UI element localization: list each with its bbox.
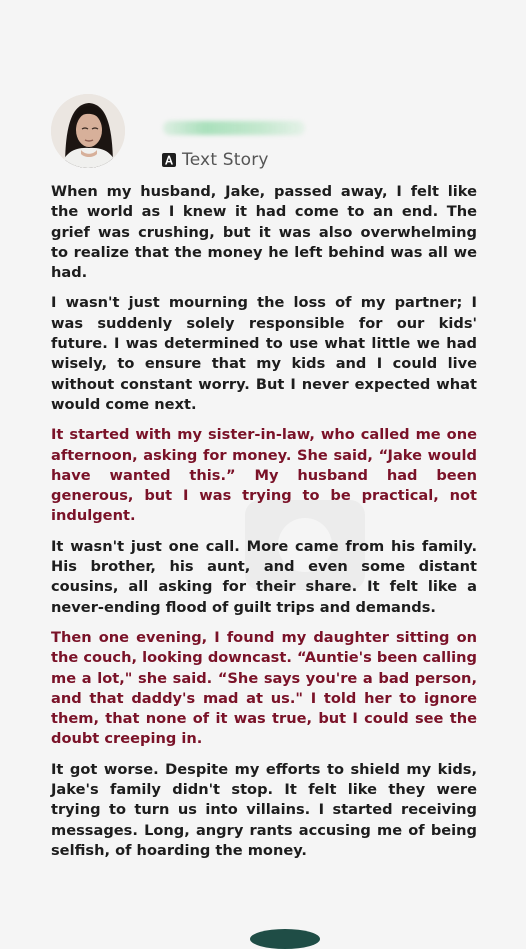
story-paragraph-highlighted: It started with my sister-in-law, who called me one afternoon, asking for money. She said, “Jake would have wanted this.” My husband had been generous, but I was trying to be practical, not indulgent. — [51, 426, 477, 525]
story-type-tag — [162, 149, 269, 171]
avatar[interactable] — [51, 94, 125, 168]
story-header — [51, 94, 481, 174]
story-paragraph: It got worse. Despite my efforts to shield my kids, Jake's family didn't stop. It felt like they were trying to turn us into villains. I started receiving messages. Long, angry rants accusing me of being selfish, of hoarding the money. — [51, 760, 477, 859]
author-name-blurred — [163, 121, 305, 135]
woman-portrait-icon — [51, 94, 125, 168]
story-paragraph: I wasn't just mourning the loss of my partner; I was suddenly solely responsible for our kids' future. I was determined to use what little we had wisely, to ensure that my kids and I could live without constant worry. But I never expected what would come next. — [51, 294, 477, 413]
story-type-label: Text Story — [182, 150, 269, 170]
story-paragraph-highlighted: Then one evening, I found my daughter sitting on the couch, looking downcast. “Auntie's been calling me a lot," she said. “She says you're a bad person, and that daddy's mad at us." I told her to ignore them, that none of it was true, but I could see the doubt creeping in. — [51, 628, 477, 748]
story-paragraph: When my husband, Jake, passed away, I felt like the world as I knew it had come to an end. The grief was crushing, but it was also overwhelming to realize that the money he left behind was all we had. — [51, 183, 477, 282]
story-paragraph: It wasn't just one call. More came from his family. His brother, his aunt, and even some distant cousins, all asking for their share. It felt like a never-ending flood of guilt trips and demands. — [51, 537, 477, 616]
bottom-edge-shape — [250, 929, 320, 949]
story-body — [51, 182, 477, 871]
text-story-icon — [162, 153, 176, 167]
